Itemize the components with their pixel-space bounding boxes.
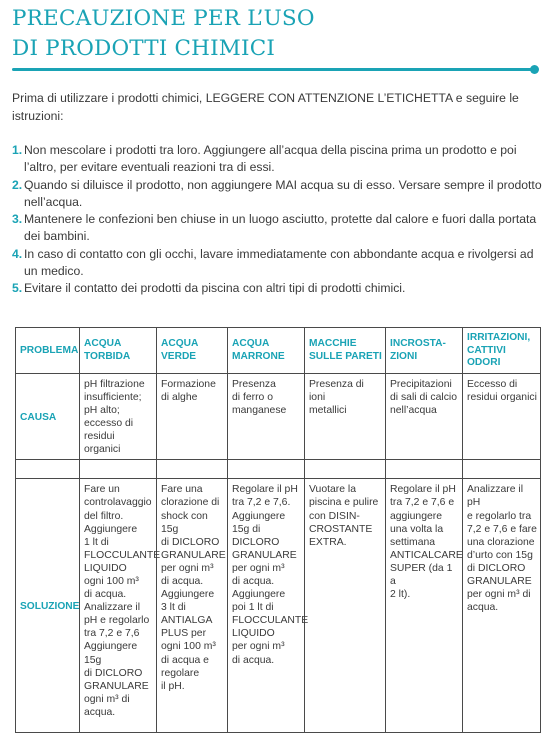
instruction-text: Quando si diluisce il prodotto, non aggiungere MAI acqua su di esso. Versare sempre il prodotto nell’acqua. (24, 177, 542, 209)
empty-cell (16, 460, 80, 479)
cause-cell: Presenza di ferro o manganese (228, 373, 305, 460)
instruction-text: Non mescolare i prodotti tra loro. Aggiungere all’acqua della piscina prima un prodotto e poi l’altro, per evitare eventuali reazioni tra di essi. (24, 143, 517, 175)
table-row-spacer (16, 460, 541, 479)
instruction-text: In caso di contatto con gli occhi, lavare immediatamente con abbondante acqua e rivolgersi ad un medico. (24, 246, 534, 279)
solution-cell: Fare un controlavaggio del filtro. Aggiungere 1 lt di FLOCCULANTE LIQUIDO ogni 100 m³ di acqua. Analizzare il pH e regolarlo tra 7,2 e 7,6 Aggiungere 15g di DICLORO GRANULARE ogni m³ di acqua. (80, 479, 157, 733)
row-label-soluzione: SOLUZIONE (16, 479, 80, 733)
cause-cell: pH filtrazione insufficiente; pH alto; eccesso di residui organici (80, 373, 157, 460)
instruction-item (12, 280, 542, 297)
header-incrostazioni: INCROSTA- ZIONI (386, 328, 463, 374)
page-title (12, 4, 315, 64)
title-divider (12, 68, 534, 71)
header-acqua-verde: ACQUA VERDE (157, 328, 228, 374)
title-line-2: DI PRODOTTI CHIMICI (12, 36, 276, 61)
instruction-number: 1. (12, 143, 23, 157)
solution-cell: Regolare il pH tra 7,2 e 7,6. Aggiungere 15g di DICLORO GRANULARE per ogni m³ di acqua. Aggiungere poi 1 lt di FLOCCULANTE LIQUIDO per ogni m³ di acqua. (228, 479, 305, 733)
header-problema: PROBLEMA (16, 328, 80, 374)
empty-cell (305, 460, 386, 479)
header-macchie-pareti: MACCHIE SULLE PARETI (305, 328, 386, 374)
table-row-causa (16, 373, 541, 460)
empty-cell (80, 460, 157, 479)
intro-text: Prima di utilizzare i prodotti chimici, LEGGERE CON ATTENZIONE L’ETICHETTA e seguire le istruzioni: (12, 91, 519, 123)
instruction-list (12, 142, 542, 298)
instruction-number: 4. (12, 246, 23, 261)
table-row-soluzione (16, 479, 541, 733)
problem-solution-table (15, 327, 541, 733)
instruction-number: 2. (12, 177, 23, 192)
instruction-text: Evitare il contatto dei prodotti da piscina con altri tipi di prodotti chimici. (24, 281, 406, 296)
instruction-text: Mantenere le confezioni ben chiuse in un luogo asciutto, protette dal calore e fuori dalla portata dei bambini. (24, 212, 537, 244)
cause-cell: Precipitazioni di sali di calcio nell’acqua (386, 373, 463, 460)
instruction-item (12, 246, 542, 281)
divider-end-dot (530, 65, 539, 74)
row-label-causa: CAUSA (16, 373, 80, 460)
empty-cell (386, 460, 463, 479)
empty-cell (228, 460, 305, 479)
header-irritazioni: IRRITAZIONI, CATTIVI ODORI (463, 328, 541, 374)
instruction-item (12, 177, 542, 212)
instruction-number: 5. (12, 281, 23, 296)
solution-cell: Regolare il pH tra 7,2 e 7,6 e aggiungere una volta la settimana ANTICALCARE SUPER (da 1 a 2 lt). (386, 479, 463, 733)
solution-cell: Fare una clorazione di shock con 15g di DICLORO GRANULARE per ogni m³ di acqua. Aggiungere 3 lt di ANTIALGA PLUS per ogni 100 m³ di acqua e regolare il pH. (157, 479, 228, 733)
empty-cell (463, 460, 541, 479)
title-line-1: PRECAUZIONE PER L’USO (12, 6, 315, 31)
cause-cell: Presenza di ioni metallici (305, 373, 386, 460)
cause-cell: Eccesso di residui organici (463, 373, 541, 460)
solution-cell: Analizzare il pH e regolarlo tra 7,2 e 7,6 e fare una clorazione d’urto con 15g di DICLORO GRANULARE per ogni m³ di acqua. (463, 479, 541, 733)
instruction-item (12, 142, 542, 177)
header-acqua-marrone: ACQUA MARRONE (228, 328, 305, 374)
table-header-row (16, 328, 541, 374)
solution-cell: Vuotare la piscina e pulire con DISIN- CROSTANTE EXTRA. (305, 479, 386, 733)
instruction-number: 3. (12, 212, 23, 227)
empty-cell (157, 460, 228, 479)
instruction-item (12, 211, 542, 246)
cause-cell: Formazione di alghe (157, 373, 228, 460)
header-acqua-torbida: ACQUA TORBIDA (80, 328, 157, 374)
